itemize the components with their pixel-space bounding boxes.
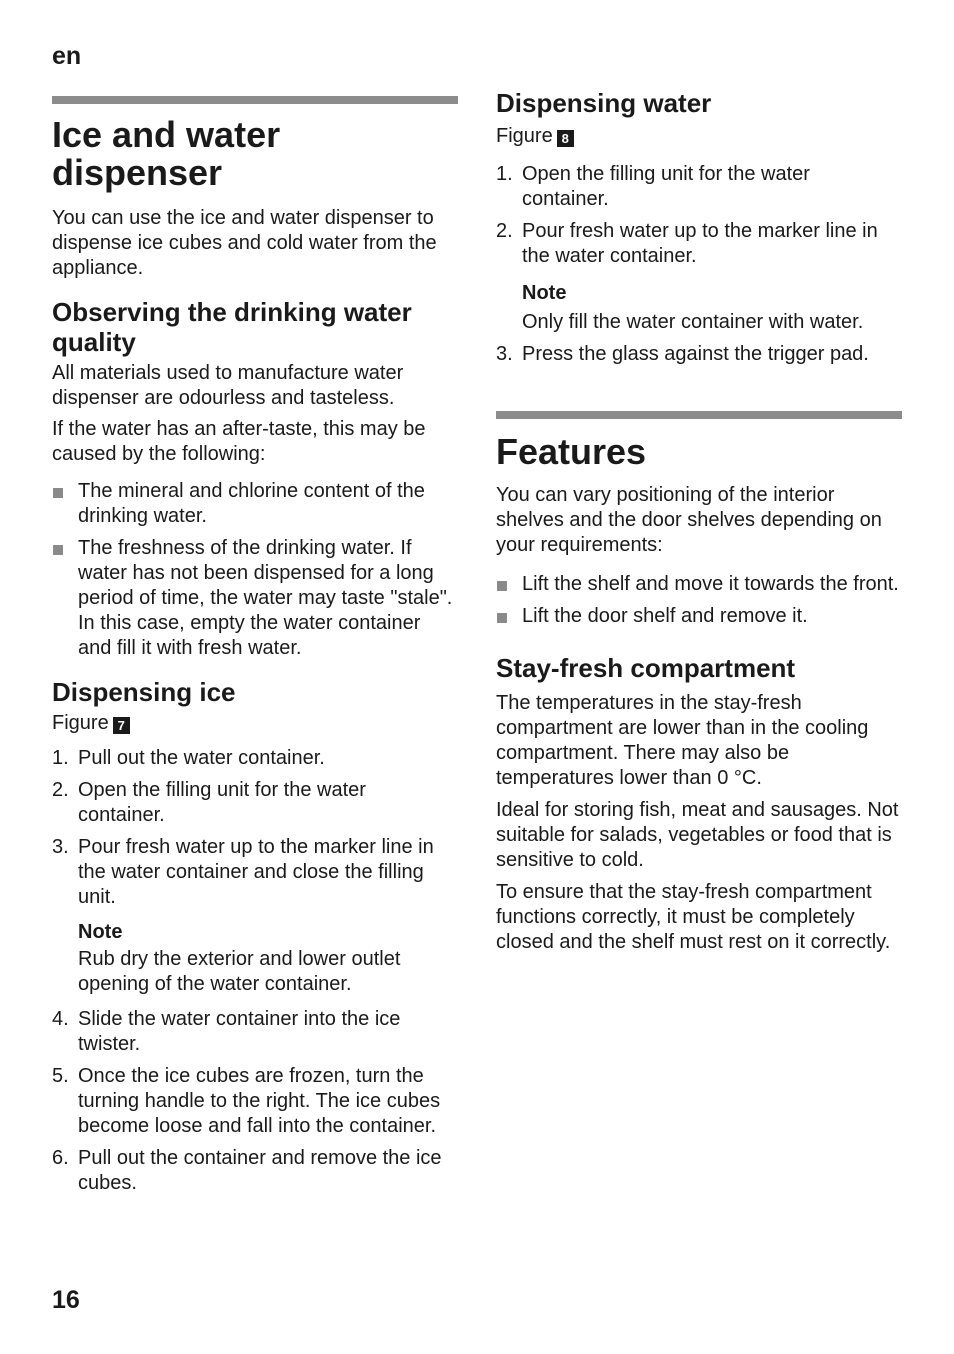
bullet-square-icon bbox=[497, 613, 507, 623]
bullet-square-icon bbox=[53, 545, 63, 555]
step-item: 2. Pour fresh water up to the marker line in the water container. bbox=[496, 220, 878, 267]
quality-paragraph-1: All materials used to manufacture water dispenser are odourless and tasteless. bbox=[52, 362, 404, 409]
step-item: 6. Pull out the container and remove the ice cubes. bbox=[52, 1147, 442, 1194]
heading-dispensing-ice: Dispensing ice bbox=[52, 677, 236, 707]
heading-water-quality: Observing the drinking water quality bbox=[52, 297, 412, 357]
features-bullet-list bbox=[496, 572, 902, 629]
step-item: 1. Pull out the water container. bbox=[52, 747, 325, 769]
water-steps-list-continued bbox=[496, 342, 902, 367]
quality-bullet-list bbox=[52, 479, 458, 661]
bullet-square-icon bbox=[497, 581, 507, 591]
section-title-features: Features bbox=[496, 431, 647, 472]
list-item: The freshness of the drinking water. If water has not been dispensed for a long period of time, the water may taste "stale". In this case, empty the water container and fill it with fresh water. bbox=[52, 536, 458, 661]
note-text: Rub dry the exterior and lower outlet opening of the water container. bbox=[78, 948, 401, 995]
step-item: 4. Slide the water container into the ice twister. bbox=[52, 1008, 401, 1055]
heading-dispensing-water: Dispensing water bbox=[496, 88, 712, 118]
figure-number-badge: 7 bbox=[113, 717, 130, 734]
ice-steps-list-continued bbox=[52, 1007, 458, 1196]
bullet-square-icon bbox=[53, 488, 63, 498]
section-rule bbox=[496, 411, 902, 419]
list-item: The mineral and chlorine content of the drinking water. bbox=[52, 479, 458, 529]
figure-reference: Figure 7 bbox=[52, 711, 458, 736]
note-heading: Note bbox=[522, 282, 567, 304]
step-item: 3. Pour fresh water up to the marker line in the water container and close the filling unit. bbox=[52, 836, 434, 908]
step-item: 1. Open the filling unit for the water container. bbox=[496, 163, 810, 210]
list-item: Lift the shelf and move it towards the front. bbox=[496, 572, 902, 597]
stayfresh-paragraph-2: Ideal for storing fish, meat and sausages. Not suitable for salads, vegetables or food that is sensitive to cold. bbox=[496, 799, 899, 871]
note-heading: Note bbox=[78, 921, 123, 943]
right-column bbox=[496, 88, 902, 955]
figure-number-badge: 8 bbox=[557, 130, 574, 147]
step-item: 2. Open the filling unit for the water container. bbox=[52, 779, 366, 826]
intro-paragraph: You can use the ice and water dispenser to dispense ice cubes and cold water from the appliance. bbox=[52, 207, 437, 279]
step-item: 5. Once the ice cubes are frozen, turn the turning handle to the right. The ice cubes become loose and fall into the container. bbox=[52, 1065, 441, 1137]
list-item: Lift the door shelf and remove it. bbox=[496, 604, 902, 629]
water-steps-list bbox=[496, 162, 902, 269]
note-text: Only fill the water container with water. bbox=[522, 311, 864, 333]
section-rule bbox=[52, 96, 458, 104]
stayfresh-paragraph-3: To ensure that the stay-fresh compartment functions correctly, it must be completely closed and the shelf must rest on it correctly. bbox=[496, 881, 891, 953]
quality-paragraph-2: If the water has an after-taste, this may be caused by the following: bbox=[52, 418, 426, 465]
section-title-ice-water-dispenser: Ice and water dispenser bbox=[52, 114, 281, 193]
left-column bbox=[52, 96, 458, 1196]
page-number: 16 bbox=[52, 1286, 80, 1314]
features-intro: You can vary positioning of the interior shelves and the door shelves depending on your requirements: bbox=[496, 484, 882, 556]
heading-stay-fresh: Stay-fresh compartment bbox=[496, 653, 796, 683]
figure-reference: Figure 8 bbox=[496, 124, 902, 149]
step-item: 3. Press the glass against the trigger pad. bbox=[496, 343, 869, 365]
ice-steps-list bbox=[52, 746, 458, 910]
language-code: en bbox=[52, 42, 82, 70]
stayfresh-paragraph-1: The temperatures in the stay-fresh compartment are lower than in the cooling compartment. There may also be temperatures lower than 0 °C. bbox=[496, 692, 869, 789]
